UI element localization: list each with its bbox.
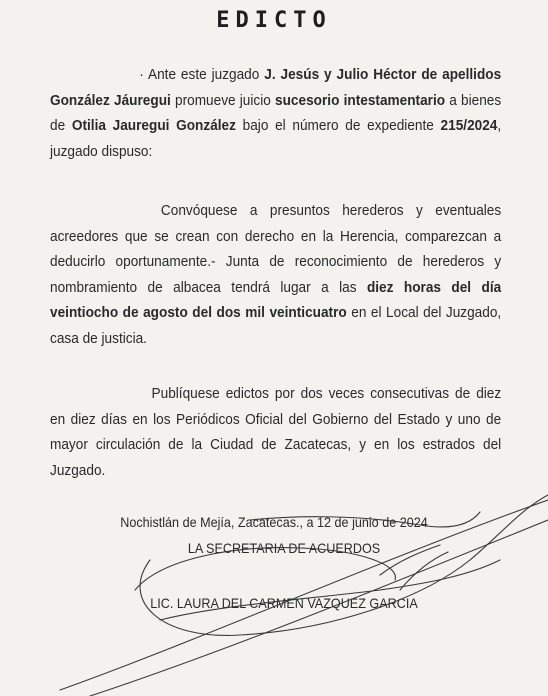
document-title: EDICTO (216, 8, 332, 33)
intro-case-type: sucesorio intestamentario (275, 92, 446, 109)
intro-file-number: 215/2024 (440, 118, 498, 134)
intro-text-2: promueve juicio (170, 92, 276, 109)
summons-text-2: en el Local del Juzgado, casa de justicia. (50, 305, 502, 347)
intro-promoters: J. Jesús y Julio Héctor de apellidos González Jáuregui (50, 67, 502, 109)
intro-text-3: a bienes de (50, 92, 502, 134)
paragraph-publication (50, 382, 501, 484)
intro-text-4: bajo el número de expediente (235, 118, 441, 134)
signature-name: LIC. LAURA DEL CARMEN VAZQUEZ GARCIA (150, 595, 418, 611)
signature-place-date: Nochistlán de Mejía, Zacatecas., a 12 de junio de 2024 (120, 514, 428, 530)
intro-text-5: , juzgado dispuso: (50, 118, 502, 160)
intro-deceased-name: Otilia Jauregui González (71, 118, 236, 134)
summons-text-1: Convóquese a presuntos herederos y eventuales acreedores que se crean con derecho en la Herencia, comparezcan a deducirlo oportunamente.- Junta de reconocimiento de herederos y nombramiento de albacea tendrá lugar a las (50, 203, 502, 296)
paragraph-intro (50, 63, 501, 165)
intro-text-1: · Ante este juzgado (139, 67, 265, 83)
paragraph-summons (50, 199, 501, 352)
publication-text: Publíquese edictos por dos veces consecutivas de diez en diez días en los Periódicos Oficial del Gobierno del Estado y uno de mayor circulación de la Ciudad de Zacatecas, y en los estrados del Juzgado. (50, 386, 502, 479)
signature-role: LA SECRETARIA DE ACUERDOS (187, 540, 381, 556)
summons-date: diez horas del día veintiocho de agosto del dos mil veinticuatro (50, 279, 502, 321)
